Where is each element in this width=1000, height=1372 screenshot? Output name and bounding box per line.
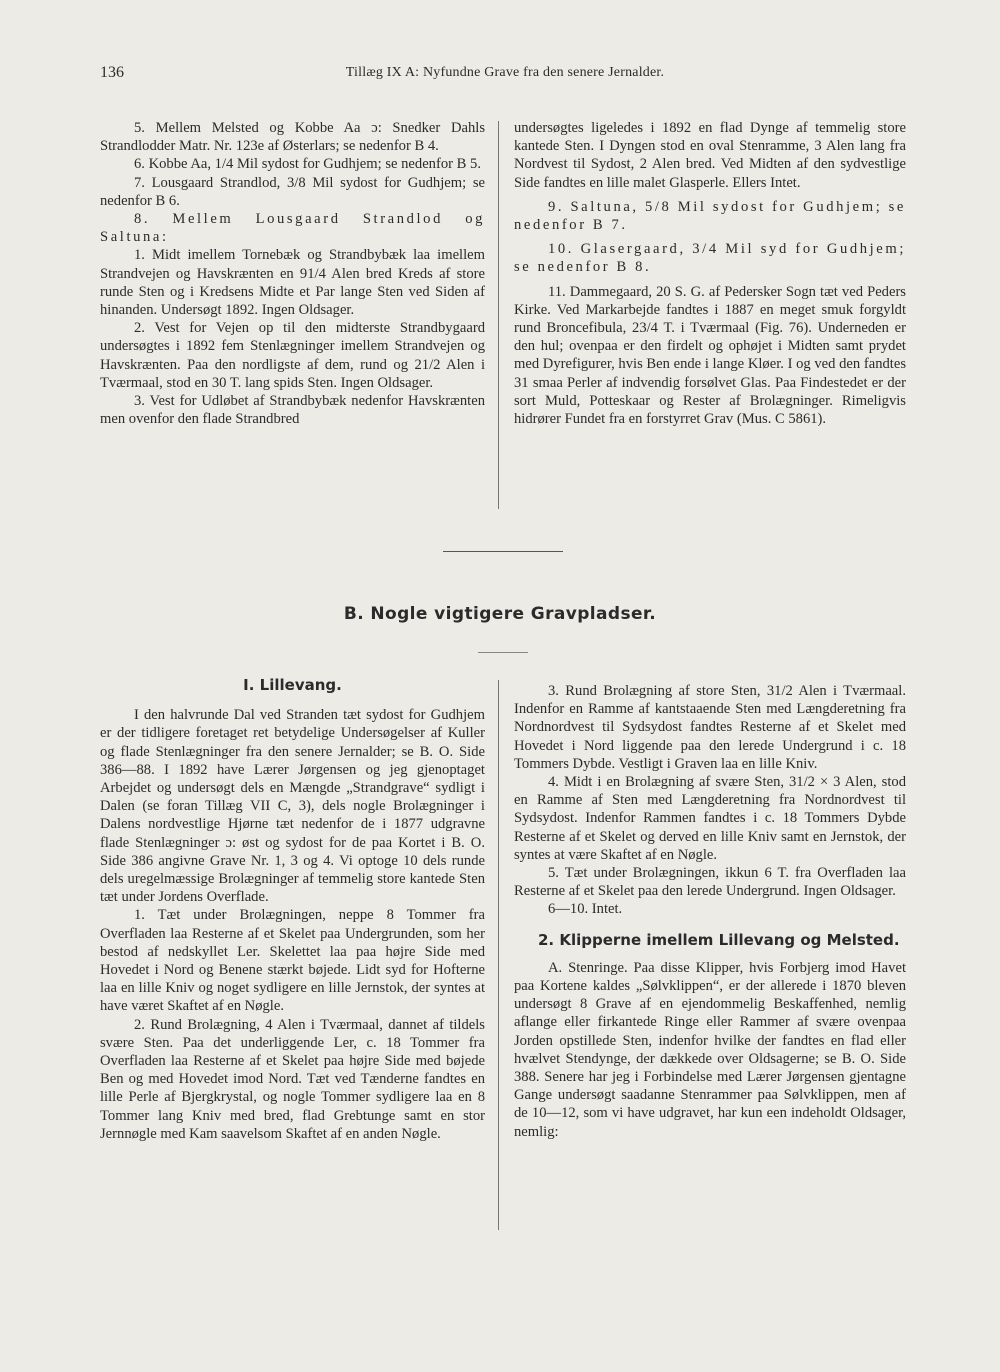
upper-right-column	[514, 119, 906, 428]
section-b-title: B. Nogle vigtigere Gravpladser.	[343, 604, 657, 624]
page-number: 136	[100, 64, 124, 81]
entry-8: 8. Mellem Lousgaard Strandlod og Saltuna:	[100, 211, 485, 246]
lillevang-grave-3: 3. Rund Brolægning af store Sten, 31/2 Alen i Tværmaal. Indenfor en Ramme af kantstaaende Sten med Længderetning fra Nordnordvest til Sydsydost fandtes Resterne af et Skelet med Hovedet i Nord liggende paa den lerede Undergrund i c. 18 Tommers Dybde. Vestligt i Graven laa en lille Kniv.	[514, 683, 906, 772]
subsection-lillevang-heading: I. Lillevang.	[243, 676, 342, 694]
entry-9: 9. Saltuna, 5/8 Mil sydost for Gudhjem; se nedenfor B 7.	[514, 198, 906, 234]
subsection-klipperne-heading: 2. Klipperne imellem Lillevang og Melsted.	[538, 930, 900, 949]
stenringe-paragraph: A. Stenringe. Paa disse Klipper, hvis Forbjerg imod Havet paa Kortene kaldes „Sølvklippen“, er der allerede i 1870 bleven undersøgt 8 Grave af en ejendommelig Beskaffenhed, nemlig aflange eller firkantede Ringe eller Rammer af svære ovenpaa Jorden opstillede Sten, indenfor hvilke der fandtes en flad eller hvælvet Stendynge, der dækkede over Oldsagerne; se B. O. Side 388. Senere har jeg i Forbindelse med Lærer Jørgensen gjentagne Gange undersøgt saadanne Stenrammer paa Sølvklippen, men af de 10—12, som vi have udgravet, har kun een indeholdt Oldsager, nemlig:	[514, 959, 906, 1140]
running-title: Tillæg IX A: Nyfundne Grave fra den senere Jernalder.	[345, 65, 665, 80]
entry-7: 7. Lousgaard Strandlod, 3/8 Mil sydost for Gudhjem; se nedenfor B 6.	[100, 174, 485, 209]
entry-8-3-cont: undersøgtes ligeledes i 1892 en flad Dynge af temmelig store kantede Sten. I Dyngen stod en oval Stenramme, 3 Alen lang fra Nordvest til Sydost, 2 Alen bred. Ved Midten af den sydvestlige Side fandtes en lille malet Glasperle. Ellers Intet.	[514, 120, 906, 191]
entry-8-2: 2. Vest for Vejen op til den midterste Strandbygaard undersøgtes i 1892 fem Stenlægninger imellem Strandvejen og Havskrænten. Paa den nordligste af dem, rund og 21/2 Alen i Tværmaal, stod en 30 T. lang spids Sten. Ingen Oldsager.	[100, 320, 485, 391]
upper-left-column	[100, 119, 485, 428]
entry-6: 6. Kobbe Aa, 1/4 Mil sydost for Gudhjem; se nedenfor B 5.	[134, 156, 481, 173]
entry-11: 11. Dammegaard, 20 S. G. af Pedersker Sogn tæt ved Peders Kirke. Ved Markarbejde fandtes i 1887 en meget smuk forgyldt rund Broncefibula, 23/4 T. i Tværmaal (Fig. 76). Underneden er den hul; ovenpaa er den firdelt og ophøjet i Midten samt prydet med Dyrefigurer, hvis Ben ende i lange Kløer. I og ved den fandtes 31 smaa Perler af indvendig forsølvet Glas. Paa Findestedet er der sort Muld, Potteskaar og Rester af Brolægninger. Rimeligvis hidrører Fundet fra en forstyrret Grav (Mus. C 5861).	[514, 283, 906, 428]
lillevang-intro: I den halvrunde Dal ved Stranden tæt sydost for Gudhjem er der tidligere foretaget ret betydelige Undersøgelser af Kuller og flade Stenlægninger fra den senere Jernalder; se B. O. Side 386—88. I 1892 have Lærer Jørgensen og jeg gjenoptaget Arbejdet og undersøgt dels en Mængde „Strandgrave“ sydligt i Dalen (se foran Tillæg VII C, 3), dels nogle Brolægninger i Dalens nordvestlige Hjørne tæt nedenfor de i 1877 udgravne flade Stenlægninger ɔ: øst og sydost for de paa Kortet i B. O. Side 386 angivne Grave Nr. 1, 3 og 4. Vi optoge 10 dels runde dels uregelmæssige Brolægninger af temmelig store kantede Sten tæt under Jordens Overflade.	[100, 707, 485, 906]
title-underline-rule	[478, 652, 528, 653]
lillevang-grave-4: 4. Midt i en Brolægning af svære Sten, 31/2 × 3 Alen, stod en Ramme af Sten med Længderetning fra Nordnordvest til Sydsydost. Indenfor Rammen fandtes i c. 18 Tommers Dybde Resterne af et Skelet og derved en lille Kniv samt en Jernstok, der syntes at være Skaftet af en Nøgle.	[514, 774, 906, 863]
entry-8-3: 3. Vest for Udløbet af Strandbybæk nedenfor Havskrænten men ovenfor den flade Strandbred	[100, 393, 485, 428]
column-divider-upper	[498, 121, 499, 509]
lillevang-graves-6-10: 6—10. Intet.	[548, 901, 623, 918]
section-separator-rule	[443, 551, 563, 552]
column-divider-lower	[498, 680, 499, 1230]
running-head	[100, 64, 910, 88]
entry-5: 5. Mellem Melsted og Kobbe Aa ɔ: Snedker Dahls Strandlodder Matr. Nr. 123e af Østerlars; se nedenfor B 4.	[100, 120, 485, 155]
entry-8-1: 1. Midt imellem Tornebæk og Strandbybæk laa imellem Strandvejen og Havskrænten en 91/4 Alen bred Kreds af store runde Sten og i Kredsens Midte et Par lange Sten ved Siden af hinanden. Undersøgt 1892. Ingen Oldsager.	[100, 247, 485, 319]
lillevang-grave-1: 1. Tæt under Brolægningen, neppe 8 Tommer fra Overfladen laa Resterne af et Skelet paa Undergrunden, som her bestod af nedskyllet Ler. Skelettet laa paa højre Side med Hovedet i Nord og Benene stærkt bøjede. Lidt syd for Hofterne laa en lille Kniv og noget sydligere en lille Jernstok, der syntes at have været Skaftet af en Nøgle.	[100, 907, 485, 1015]
lillevang-grave-5: 5. Tæt under Brolægningen, ikkun 6 T. fra Overfladen laa Resterne af et Skelet paa den lerede Undergrund. Ingen Oldsager.	[514, 865, 906, 900]
entry-10: 10. Glasergaard, 3/4 Mil syd for Gudhjem; se nedenfor B 8.	[514, 241, 906, 276]
lillevang-grave-2: 2. Rund Brolægning, 4 Alen i Tværmaal, dannet af tildels svære Sten. Paa det underliggende Ler, c. 18 Tommer fra Overfladen laa Resterne af et Skelet paa højre Side med bøjede Ben og med Hovedet imod Nord. Tæt ved Tænderne fandtes en lille Perle af Bjergkrystal, og nogle Tommer sydligere laa en 8 Tommer lang Kniv med bred, flad Grebtunge samt en stor Jernnøgle med Kam saavelsom Skaftet af en anden Nøgle.	[100, 1016, 485, 1142]
lower-left-column	[100, 676, 485, 1143]
lower-right-column	[514, 682, 906, 1141]
